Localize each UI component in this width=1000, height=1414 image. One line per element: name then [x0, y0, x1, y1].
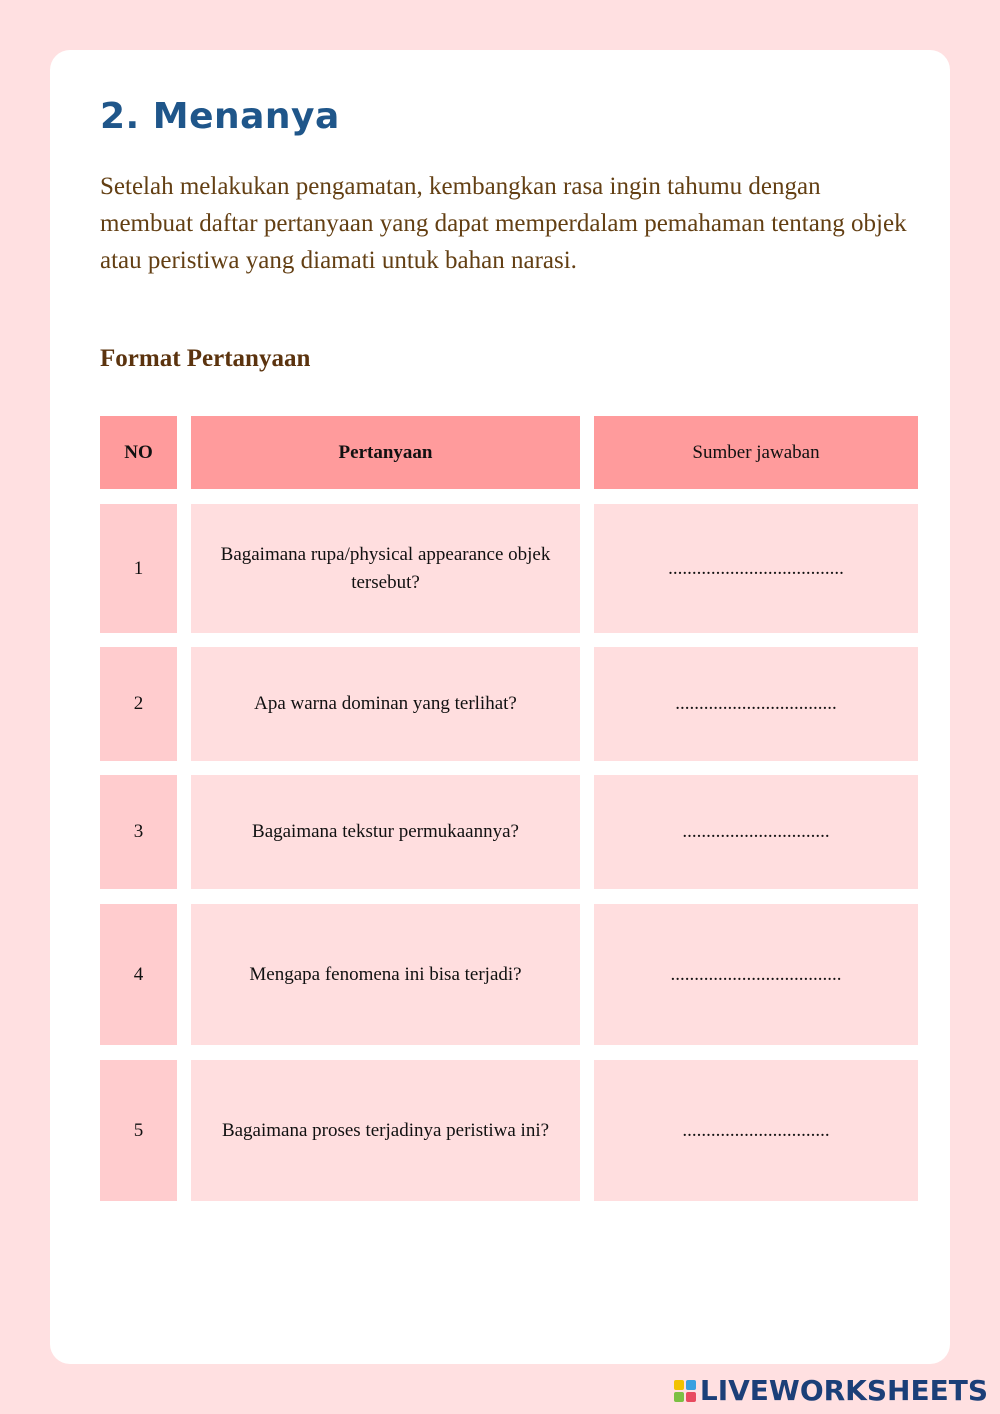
section-intro: Setelah melakukan pengamatan, kembangkan rasa ingin tahumu dengan membuat daftar pertanyaan yang dapat memperdalam pemahaman tentang objek atau peristiwa yang diamati untuk bahan narasi.: [100, 173, 907, 274]
question-cell: Mengapa fenomena ini bisa terjadi?: [191, 904, 580, 1045]
answer-input[interactable]: ....................................: [594, 904, 918, 1045]
row-number: 4: [100, 904, 177, 1045]
answer-input[interactable]: ...............................: [594, 1060, 918, 1201]
question-cell: Bagaimana tekstur permukaannya?: [191, 775, 580, 889]
answer-input[interactable]: .....................................: [594, 504, 918, 633]
row-number: 2: [100, 647, 177, 761]
row-number: 3: [100, 775, 177, 889]
row-number: 1: [100, 504, 177, 633]
header-source: Sumber jawaban: [594, 416, 918, 489]
header-no: NO: [100, 416, 177, 489]
header-question: Pertanyaan: [191, 416, 580, 489]
liveworksheets-logo: [674, 1374, 988, 1407]
answer-input[interactable]: ..................................: [594, 647, 918, 761]
logo-text: LIVEWORKSHEETS: [699, 1374, 988, 1407]
question-cell: Bagaimana rupa/physical appearance objek tersebut?: [191, 504, 580, 633]
liveworksheets-logo-icon: [674, 1380, 696, 1402]
question-cell: Bagaimana proses terjadinya peristiwa ini?: [191, 1060, 580, 1201]
answer-input[interactable]: ...............................: [594, 775, 918, 889]
row-number: 5: [100, 1060, 177, 1201]
question-cell: Apa warna dominan yang terlihat?: [191, 647, 580, 761]
table-subtitle: Format Pertanyaan: [100, 345, 311, 372]
section-title: 2. Menanya: [100, 96, 340, 137]
